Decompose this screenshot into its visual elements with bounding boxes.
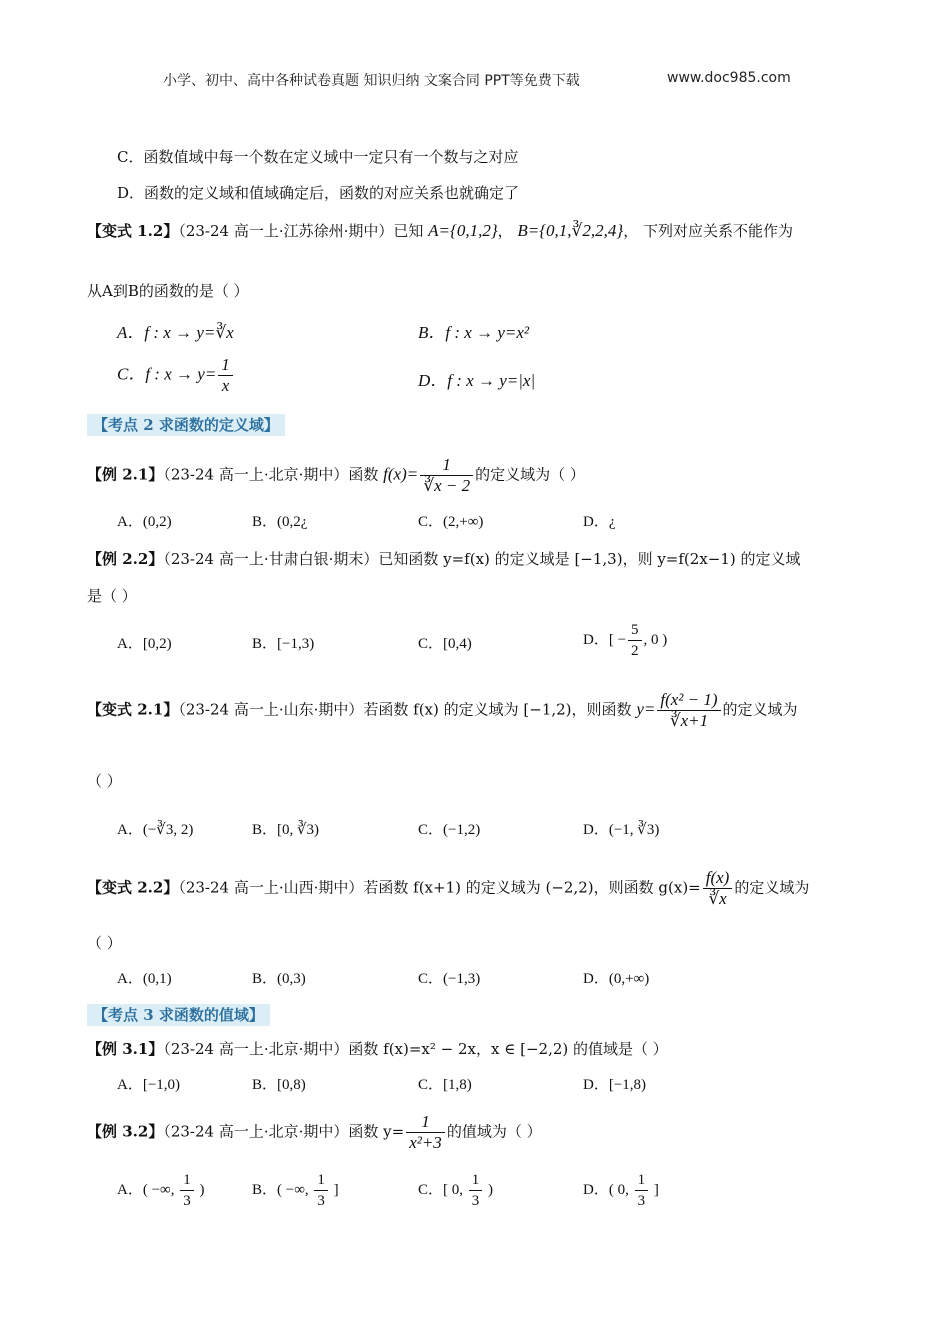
- fraction: $\frac{1}{3}$: [469, 1170, 483, 1211]
- option-d[interactable]: D．f : x → y=|x|: [418, 371, 536, 390]
- option-b[interactable]: B．(0,2¿: [252, 514, 308, 530]
- option-c[interactable]: C．[ 0, $\frac{1}{3}$ ): [418, 1172, 494, 1209]
- question-e22: 【例 2.2】（23-24 高一上·甘肃白银·期末）已知函数 y=f(x) 的定义域是 [−1,3)，则 y=f(2x−1) 的定义域: [87, 550, 801, 568]
- option-a[interactable]: A．(0,1): [117, 971, 172, 987]
- question-v21: 【变式 2.1】（23-24 高一上·山东·期中）若函数 f(x) 的定义域为 [−1,2)，则函数 y= $\frac{\text{f(x² − 1)}}{∛x+1}$ 的定义域为: [87, 690, 798, 730]
- option-a[interactable]: A．[0,2): [117, 636, 172, 652]
- question-v21-line2: （ ）: [87, 772, 122, 790]
- section-tag-kd2: 【考点 2 求函数的定义域】: [87, 414, 285, 435]
- option-d[interactable]: D．(0,+∞): [583, 971, 650, 987]
- option-b[interactable]: B．[−1,3): [252, 636, 315, 652]
- option-b[interactable]: B．f : x → y=x²: [418, 323, 529, 342]
- set-a: A={0,1,2}: [428, 221, 498, 240]
- set-b: B={0,1,∛2,2,4}: [517, 221, 624, 240]
- question-e32: 【例 3.2】（23-24 高一上·北京·期中）函数 y= $\frac{1}{\text{x²+3}}$ 的值域为（ ）: [87, 1112, 542, 1152]
- option-c[interactable]: C．(2,+∞): [418, 514, 484, 530]
- header-site-text: 小学、初中、高中各种试卷真题 知识归纳 文案合同 PPT等免费下载: [163, 73, 580, 89]
- fraction: $\frac{5}{2}$: [628, 620, 642, 661]
- option-a[interactable]: A．[−1,0): [117, 1077, 181, 1093]
- option-a[interactable]: A．f : x → y=∛x: [117, 323, 234, 342]
- fraction: $\frac{\text{f(x² − 1)}}{∛x+1}$: [657, 690, 720, 731]
- option-d[interactable]: D．[ − $\frac{5}{2}$ , 0 ): [583, 622, 668, 659]
- section-tag-kd3: 【考点 3 求函数的值域】: [87, 1004, 270, 1025]
- question-v22-line2: （ ）: [87, 934, 122, 952]
- question-v22: 【变式 2.2】（23-24 高一上·山西·期中）若函数 f(x+1) 的定义域为 (−2,2)，则函数 g(x)= $\frac{f(x)}{∛x}$ 的定义域为: [87, 868, 810, 908]
- question-tail: 下列对应关系不能作为: [642, 222, 793, 240]
- option-c[interactable]: C．[1,8): [418, 1077, 472, 1093]
- fraction: $\frac{1}{3}$: [180, 1170, 194, 1211]
- question-source: （23-24 高一上·江苏徐州·期中）已知: [178, 222, 424, 240]
- option-a[interactable]: A．(0,2): [117, 514, 172, 530]
- option-c[interactable]: C．f : x → y= $\frac{1}{x}$: [117, 355, 235, 396]
- option-a[interactable]: A．(−∛3, 2): [117, 822, 194, 838]
- option-c[interactable]: C．[0,4): [418, 636, 472, 652]
- option-b[interactable]: B．[0, ∛3): [252, 822, 320, 838]
- option-d[interactable]: D．(−1, ∛3): [583, 822, 660, 838]
- question-e31: 【例 3.1】（23-24 高一上·北京·期中）函数 f(x)=x² − 2x，x ∈ [−2,2) 的值域是（ ）: [87, 1040, 668, 1058]
- question-e21: 【例 2.1】（23-24 高一上·北京·期中）函数 f(x)= $\frac{1}{∛x - 2}$ 的定义域为（ ）: [87, 455, 585, 495]
- fraction: $\frac{1}{3}$: [314, 1170, 328, 1211]
- question-e22-line2: 是（ ）: [87, 587, 137, 605]
- question-v12: 【变式 1.2】（23-24 高一上·江苏徐州·期中）已知 A={0,1,2}， B={0,1,∛2,2,4}， 下列对应关系不能作为: [87, 221, 793, 240]
- header-url[interactable]: www.doc985.com: [667, 70, 791, 86]
- option-c[interactable]: C．(−1,2): [418, 822, 481, 838]
- question-tag: 【变式 1.2】: [87, 222, 179, 240]
- option-b[interactable]: B．(0,3): [252, 971, 306, 987]
- option-c[interactable]: C．(−1,3): [418, 971, 481, 987]
- option-d[interactable]: D．¿: [583, 514, 616, 530]
- fraction: $\frac{1}{\text{x²+3}}$: [406, 1112, 445, 1153]
- prev-option-c: C．函数值域中每一个数在定义域中一定只有一个数与之对应: [117, 148, 519, 166]
- fraction: $\frac{1}{∛x - 2}$: [420, 455, 473, 496]
- fraction: $\frac{1}{3}$: [635, 1170, 649, 1211]
- option-b[interactable]: B．( −∞, $\frac{1}{3}$ ]: [252, 1172, 339, 1209]
- option-a[interactable]: A．( −∞, $\frac{1}{3}$ ): [117, 1172, 205, 1209]
- option-b[interactable]: B．[0,8): [252, 1077, 306, 1093]
- fraction: $\frac{1}{x}$: [218, 355, 233, 396]
- question-v12-line2: 从A到B的函数的是（ ）: [87, 282, 249, 300]
- option-d[interactable]: D．( 0, $\frac{1}{3}$ ]: [583, 1172, 659, 1209]
- option-d[interactable]: D．[−1,8): [583, 1077, 647, 1093]
- prev-option-d: D．函数的定义域和值域确定后，函数的对应关系也就确定了: [117, 184, 520, 202]
- fraction: $\frac{f(x)}{∛x}$: [703, 868, 733, 909]
